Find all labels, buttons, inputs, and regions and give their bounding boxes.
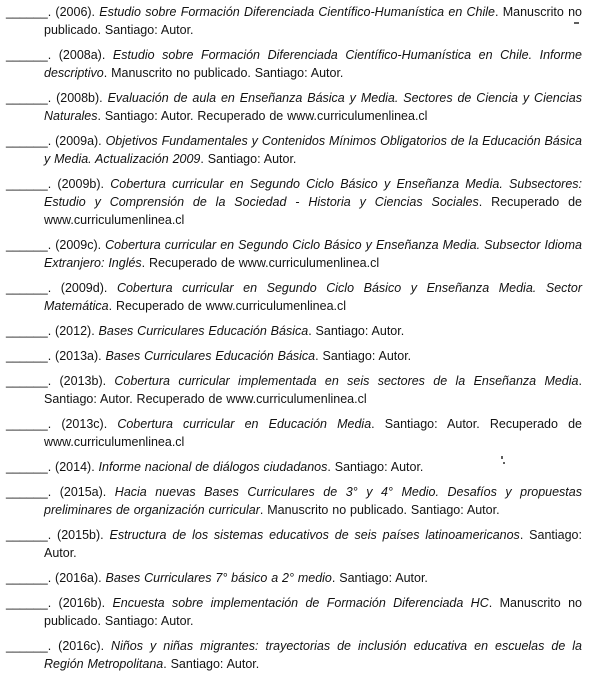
reference-author-blank-and-year: ______. (2009a). [6, 134, 106, 148]
reference-publisher-info: . Santiago: Autor. Recuperado de www.curriculumenlinea.cl [44, 417, 582, 449]
reference-entry [6, 347, 582, 365]
reference-publisher-info: . Manuscrito no publicado. Santiago: Autor. [259, 503, 500, 517]
reference-entry [6, 637, 582, 673]
reference-author-blank-and-year: ______. (2015b). [6, 528, 110, 542]
reference-title: Estudio sobre Formación Diferenciada Científico-Humanística en Chile. Informe descriptivo [44, 48, 582, 80]
reference-publisher-info: . Santiago: Autor. Recuperado de www.curriculumenlinea.cl [97, 109, 428, 123]
reference-title: Estudio sobre Formación Diferenciada Científico-Humanística en Chile [99, 5, 495, 19]
reference-entry [6, 322, 582, 340]
reference-author-blank-and-year: ______. (2009c). [6, 238, 106, 252]
reference-entry [6, 526, 582, 562]
reference-publisher-info: . Manuscrito no publicado. Santiago: Autor. [44, 5, 582, 37]
reference-title: Cobertura curricular implementada en seis sectores de la Enseñanza Media [114, 374, 579, 388]
reference-title: Bases Curriculares Educación Básica [105, 349, 316, 363]
reference-author-blank-and-year: ______. (2015a). [6, 485, 115, 499]
reference-author-blank-and-year: ______. (2013a). [6, 349, 106, 363]
reference-entry [6, 175, 582, 229]
reference-publisher-info: . Manuscrito no publicado. Santiago: Autor. [44, 596, 582, 628]
reference-entry [6, 132, 582, 168]
scan-artifact [503, 462, 505, 464]
reference-author-blank-and-year: ______. (2013c). [6, 417, 118, 431]
reference-title: Niños y niñas migrantes: trayectorias de inclusión educativa en escuelas de la Región Metropolitana [44, 639, 582, 671]
reference-publisher-info: . Santiago: Autor. [163, 657, 260, 671]
reference-publisher-info: . Santiago: Autor. [200, 152, 297, 166]
reference-title: Cobertura curricular en Segundo Ciclo Básico y Enseñanza Media. Subsectores: Estudio y Comprensión de la Sociedad - Historia y Ciencias Sociales [44, 177, 582, 209]
reference-entry [6, 3, 582, 39]
reference-publisher-info: . Recuperado de www.curriculumenlinea.cl [141, 256, 380, 270]
reference-publisher-info: . Recuperado de www.curriculumenlinea.cl [108, 299, 347, 313]
reference-title: Cobertura curricular en Segundo Ciclo Básico y Enseñanza Media. Subsector Idioma Extranjero: Inglés [44, 238, 582, 270]
reference-entry [6, 279, 582, 315]
reference-title: Cobertura curricular en Segundo Ciclo Básico y Enseñanza Media. Sector Matemática [44, 281, 582, 313]
reference-author-blank-and-year: ______. (2016a). [6, 571, 106, 585]
reference-author-blank-and-year: ______. (2009d). [6, 281, 117, 295]
reference-publisher-info: . Manuscrito no publicado. Santiago: Autor. [103, 66, 344, 80]
reference-title: Encuesta sobre implementación de Formación Diferenciada HC [112, 596, 489, 610]
reference-entry [6, 236, 582, 272]
reference-title: Hacia nuevas Bases Curriculares de 3° y 4° Medio. Desafíos y propuestas preliminares de organización curricular [44, 485, 582, 517]
reference-title: Estructura de los sistemas educativos de seis países latinoamericanos [109, 528, 520, 542]
reference-title: Objetivos Fundamentales y Contenidos Mínimos Obligatorios de la Educación Básica y Media. Actualización 2009 [44, 134, 582, 166]
reference-publisher-info: . Santiago: Autor. [44, 528, 582, 560]
scan-artifact [574, 22, 579, 24]
reference-author-blank-and-year: ______. (2016c). [6, 639, 112, 653]
reference-author-blank-and-year: ______. (2014). [6, 460, 99, 474]
reference-entry [6, 483, 582, 519]
reference-author-blank-and-year: ______. (2006). [6, 5, 100, 19]
reference-author-blank-and-year: ______. (2008a). [6, 48, 113, 62]
reference-publisher-info: . Santiago: Autor. Recuperado de www.curriculumenlinea.cl [44, 374, 582, 406]
reference-publisher-info: . Santiago: Autor. [327, 460, 424, 474]
reference-publisher-info: . Santiago: Autor. [308, 324, 405, 338]
reference-title: Bases Curriculares 7° básico a 2° medio [105, 571, 332, 585]
reference-entry [6, 458, 582, 476]
reference-author-blank-and-year: ______. (2013b). [6, 374, 115, 388]
reference-author-blank-and-year: ______. (2008b). [6, 91, 108, 105]
reference-title: Informe nacional de diálogos ciudadanos [98, 460, 328, 474]
scan-artifact [501, 456, 503, 459]
reference-publisher-info: . Santiago: Autor. [315, 349, 412, 363]
reference-title: Evaluación de aula en Enseñanza Básica y Media. Sectores de Ciencia y Ciencias Naturales [44, 91, 582, 123]
reference-entry [6, 89, 582, 125]
reference-entry [6, 372, 582, 408]
reference-entry [6, 594, 582, 630]
reference-publisher-info: . Santiago: Autor. [331, 571, 428, 585]
reference-title: Cobertura curricular en Educación Media [117, 417, 372, 431]
reference-author-blank-and-year: ______. (2016b). [6, 596, 113, 610]
reference-author-blank-and-year: ______. (2012). [6, 324, 99, 338]
reference-entry [6, 569, 582, 587]
reference-list [6, 3, 582, 673]
reference-entry [6, 46, 582, 82]
reference-entry [6, 415, 582, 451]
reference-title: Bases Curriculares Educación Básica [98, 324, 309, 338]
reference-publisher-info: . Recuperado de www.curriculumenlinea.cl [44, 195, 582, 227]
reference-author-blank-and-year: ______. (2009b). [6, 177, 111, 191]
